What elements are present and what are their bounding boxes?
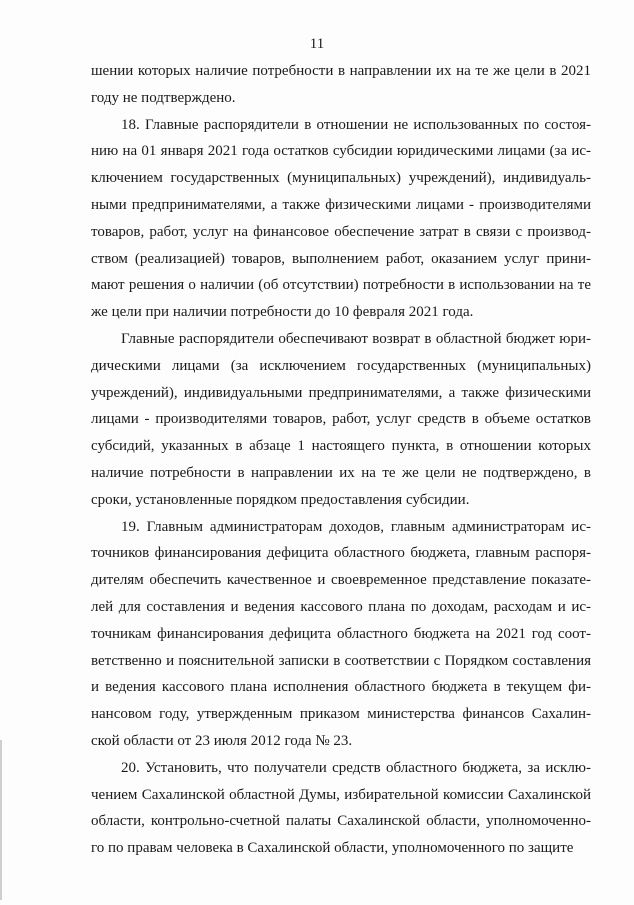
text-line: сроки, установленные порядком предоставления субсидии. — [91, 491, 470, 508]
text-line: 19. Главным администраторам доходов, главным администраторам ис- — [121, 518, 591, 535]
text-line: нансовом году, утвержденным приказом министерства финансов Сахалин- — [91, 706, 591, 723]
text-line: ветственно и пояснительной записки в соответствии с Порядком составления — [91, 652, 591, 669]
text-line: дическими лицами (за исключением государственных (муниципальных) — [91, 357, 591, 374]
text-line: нию на 01 января 2021 года остатков субсидии юридическими лицами (за ис- — [91, 143, 591, 160]
scan-edge-mark — [0, 740, 2, 900]
text-line: наличие потребности в направлении их на те же цели не подтверждено, в — [91, 464, 591, 481]
text-line: 18. Главные распорядители в отношении не использованных по состоя- — [121, 116, 591, 133]
text-line: учреждений), индивидуальными предпринимателями, а также физическими — [91, 384, 591, 401]
paragraph — [91, 514, 591, 755]
text-line: же цели при наличии потребности до 10 февраля 2021 года. — [91, 304, 474, 321]
text-line: субсидий, указанных в абзаце 1 настоящего пункта, в отношении которых — [91, 438, 591, 455]
text-line: ключением государственных (муниципальных) учреждений), индивидуаль- — [91, 170, 591, 187]
page-number: 11 — [309, 36, 325, 52]
text-line: Главные распорядители обеспечивают возврат в областной бюджет юри- — [121, 330, 591, 347]
document-body — [91, 58, 591, 862]
text-line: 20. Установить, что получатели средств областного бюджета, за исклю- — [121, 759, 591, 776]
paragraph — [91, 58, 591, 112]
text-line: ством (реализацией) товаров, выполнением работ, оказанием услуг прини- — [91, 250, 591, 267]
text-line: лей для составления и ведения кассового плана по доходам, расходам и ис- — [91, 598, 591, 615]
text-line: точников финансирования дефицита областного бюджета, главным распоря- — [91, 545, 591, 562]
text-line: ской области от 23 июля 2012 года № 23. — [91, 732, 353, 749]
text-line: шении которых наличие потребности в направлении их на те же цели в 2021 — [91, 63, 591, 79]
text-line: и ведения кассового плана исполнения областного бюджета в текущем фи- — [91, 679, 591, 696]
text-line: лицами - производителями товаров, работ, услуг средств в объеме остатков — [91, 411, 591, 428]
text-line: точникам финансирования дефицита областного бюджета на 2021 год соот- — [91, 625, 591, 642]
text-line: чением Сахалинской областной Думы, избирательной комиссии Сахалинской — [91, 786, 591, 803]
text-line: ными предпринимателями, а также физическими лицами - производителями — [91, 196, 591, 213]
paragraph — [91, 755, 591, 862]
text-line: области, контрольно-счетной палаты Сахалинской области, уполномоченно- — [91, 813, 591, 830]
text-line: дителям обеспечить качественное и своевременное представление показате- — [91, 572, 591, 589]
paragraph — [91, 112, 591, 326]
paragraph — [91, 326, 591, 514]
text-line: году не подтверждено. — [91, 89, 236, 106]
text-line: товаров, работ, услуг на финансовое обеспечение затрат в связи с производ- — [91, 223, 591, 240]
text-line: мают решения о наличии (об отсутствии) потребности в использовании на те — [91, 277, 591, 294]
text-line: го по правам человека в Сахалинской области, уполномоченного по защите — [91, 840, 574, 857]
